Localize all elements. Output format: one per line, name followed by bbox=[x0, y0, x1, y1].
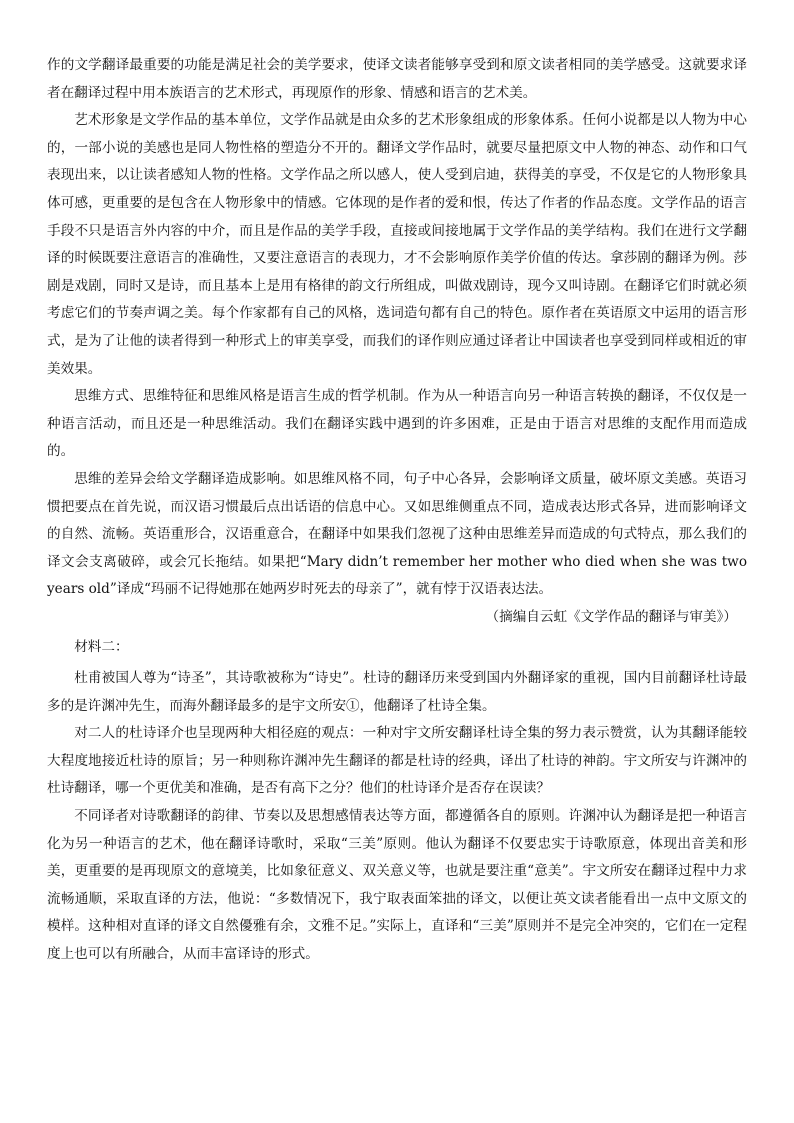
paragraph-dufu-intro: 杜甫被国人尊为“诗圣”，其诗歌被称为“诗史”。杜诗的翻译历来受到国内外翻译家的重视，国内目前翻译杜诗最多的是许渊冲先生，而海外翻译最多的是宇文所安①，他翻译了杜诗全集。 bbox=[47, 670, 747, 714]
paragraph-thinking-mode: 思维方式、思维特征和思维风格是语言生成的哲学机制。作为从一种语言向另一种语言转换的翻译，不仅仅是一种语言活动，而且还是一种思维活动。我们在翻译实践中遇到的许多困难，正是由于语言对思维的支配作用而造成的。 bbox=[47, 388, 747, 460]
paragraph-two-views: 对二人的杜诗译介也呈现两种大相径庭的观点：一种对宇文所安翻译杜诗全集的努力表示赞赏，认为其翻译能较大程度地接近杜诗的原旨；另一种则称许渊冲先生翻译的都是杜诗的经典，译出了杜诗的神韵。宇文所安与许渊冲的杜诗翻译，哪一个更优美和准确，是否有高下之分？他们的杜诗译介是否存在误读？ bbox=[47, 725, 747, 797]
paragraph-art-image: 艺术形象是文学作品的基本单位，文学作品就是由众多的艺术形象组成的形象体系。任何小说都是以人物为中心的，一部小说的美感也是同人物性格的塑造分不开的。翻译文学作品时，就要尽量把原文中人物的神态、动作和口气表现出来，以让读者感知人物的性格。文学作品之所以感人，使人受到启迪，获得美的享受，不仅是它的人物形象具体可感，更重要的是包含在人物形象中的情感。它体现的是作者的爱和恨，传达了作者的作品态度。文学作品的语言手段不只是语言外内容的中介，而且是作品的美学手段，直接或间接地属于文学作品的美学结构。我们在进行文学翻译的时候既要注意语言的准确性，又要注意语言的表现力，才不会影响原作美学价值的传达。拿莎剧的翻译为例。莎剧是戏剧，同时又是诗，而且基本上是用有格律的韵文行所组成，叫做戏剧诗，现今又叫诗剧。在翻译它们时就必须考虑它们的节奏声调之美。每个作家都有自己的风格，选词造句都有自己的特色。原作者在英语原文中运用的语言形式，是为了让他的读者得到一种形式上的审美享受，而我们的译作则应通过译者让中国读者也享受到同样或相近的审美效果。 bbox=[47, 112, 747, 377]
paragraph-translation-principles: 不同译者对诗歌翻译的韵律、节奏以及思想感情表达等方面，都遵循各自的原则。许渊冲认为翻译是把一种语言化为另一种语言的艺术，他在翻译诗歌时，采取“三美”原则。他认为翻译不仅要忠实于诗歌原意，体现出音美和形美，更重要的是再现原文的意境美，比如象征意义、双关意义等，也就是要注重“意美”。宇文所安在翻译过程中力求流畅通顺，采取直译的方法，他说：“多数情况下，我宁取表面笨拙的译文，以便让英文读者能看出一点中文原文的模样。这种相对直译的译文自然優雅有余，文雅不足。”实际上，直译和“三美”原则并不是完全冲突的，它们在一定程度上也可以有所融合，从而丰富译诗的形式。 bbox=[47, 808, 747, 962]
source-note: （摘编自云虹《文学作品的翻译与审美》） bbox=[485, 608, 737, 625]
material-two-heading: 材料二： bbox=[74, 639, 129, 656]
paragraph-thinking-difference: 思维的差异会给文学翻译造成影响。如思维风格不同，句子中心各异，会影响译文质量，破坏原文美感。英语习惯把要点在首先说，而汉语习惯最后点出话语的信息中心。又如思维侧重点不同，造成表达形式各异，进而影响译文的自然、流畅。英语重形合，汉语重意合，在翻译中如果我们忽视了这种由思维差异而造成的句式特点，那么我们的译文会支离破碎，或会冗长拖结。如果把“Mary didn’t remember her mother who died when she was two years old”译成“玛丽不记得她那在她两岁时死去的母亲了”，就有悖于汉语表达法。 bbox=[47, 470, 747, 598]
document-page bbox=[47, 52, 747, 969]
paragraph-continuation: 作的文学翻译最重要的功能是满足社会的美学要求，使译文读者能够享受到和原文读者相同的美学感受。这就要求译者在翻译过程中用本族语言的艺术形式，再现原作的形象、情感和语言的艺术美。 bbox=[47, 57, 747, 101]
